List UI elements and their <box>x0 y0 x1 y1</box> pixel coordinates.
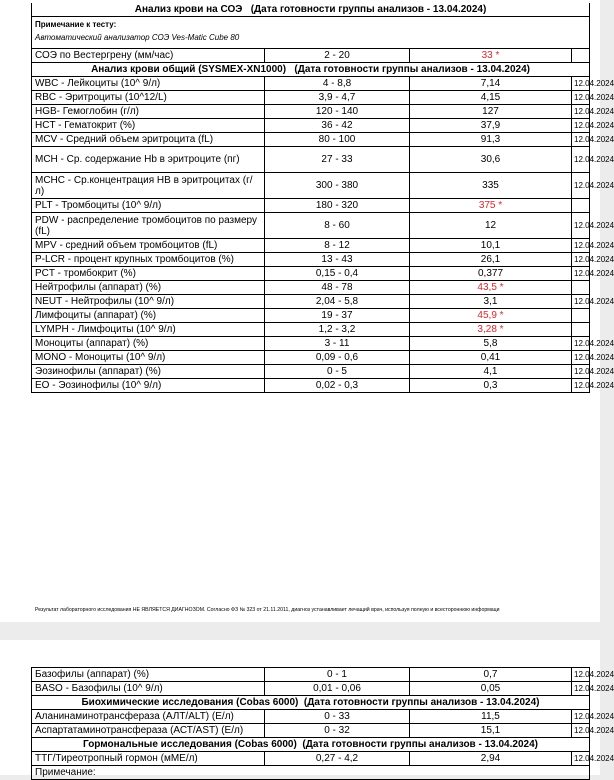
result-value: 2,94 <box>410 752 572 766</box>
test-name: Лимфоциты (аппарат) (%) <box>32 309 265 323</box>
result-date: 12.04.2024 <box>572 724 590 738</box>
result-date: 12.04.2024 <box>572 119 590 133</box>
reference-range: 0 - 1 <box>265 668 410 682</box>
result-value: 10,1 <box>410 239 572 253</box>
result-value: 7,14 <box>410 77 572 91</box>
reference-range: 180 - 320 <box>265 199 410 213</box>
reference-range: 0 - 33 <box>265 710 410 724</box>
result-value: 43,5 * <box>410 281 572 295</box>
result-row <box>32 379 590 393</box>
result-row <box>32 91 590 105</box>
result-row <box>32 253 590 267</box>
result-date <box>572 323 590 337</box>
result-date: 12.04.2024 <box>572 752 590 766</box>
disclaimer-footer: Результат лабораторного исследования НЕ ЯВЛЯЕТСЯ ДИАГНОЗОМ. Согласно ФЗ № 323 от 21.11.2011, диагноз устанавливает лечащий врач, используя полную и всестороннюю информаци <box>35 607 500 613</box>
result-value: 37,9 <box>410 119 572 133</box>
result-value: 4,1 <box>410 365 572 379</box>
test-name: LYMPH - Лимфоциты (10^ 9/л) <box>32 323 265 337</box>
reference-range: 0 - 32 <box>265 724 410 738</box>
result-value: 375 * <box>410 199 572 213</box>
result-row <box>32 724 590 738</box>
hormone-section-header-title: Гормональные исследования (Cobas 6000) <box>83 739 297 750</box>
test-name: Аспартатаминотрансфераза (АСТ/AST) (Е/л) <box>32 724 265 738</box>
hormone-section-header-readiness: (Дата готовности группы анализов - 13.04.2024) <box>302 739 538 750</box>
result-row <box>32 752 590 766</box>
result-date: 12.04.2024 <box>572 379 590 393</box>
test-name: MONO - Моноциты (10^ 9/л) <box>32 351 265 365</box>
result-row <box>32 365 590 379</box>
result-date: 12.04.2024 <box>572 253 590 267</box>
result-date: 12.04.2024 <box>572 682 590 696</box>
result-value: 0,3 <box>410 379 572 393</box>
test-name: RBC - Эритроциты (10^12/L) <box>32 91 265 105</box>
test-name: WBC - Лейкоциты (10^ 9/л) <box>32 77 265 91</box>
bio-section-header <box>32 696 590 710</box>
result-value: 12 <box>410 213 572 239</box>
result-date: 12.04.2024 <box>572 710 590 724</box>
reference-range: 1,2 - 3,2 <box>265 323 410 337</box>
reference-range: 19 - 37 <box>265 309 410 323</box>
result-row <box>32 105 590 119</box>
result-row <box>32 309 590 323</box>
reference-range: 120 - 140 <box>265 105 410 119</box>
result-date: 12.04.2024 <box>572 173 590 199</box>
result-row <box>32 77 590 91</box>
reference-range: 0 - 5 <box>265 365 410 379</box>
test-name: P-LCR - процент крупных тромбоцитов (%) <box>32 253 265 267</box>
result-value: 4,15 <box>410 91 572 105</box>
esr-section-title: Анализ крови на СОЭ <box>134 4 243 15</box>
result-date: 12.04.2024 <box>572 365 590 379</box>
test-name: MCV - Средний объем эритроцита (fL) <box>32 133 265 147</box>
cbc-section-readiness: (Дата готовности группы анализов - 13.04.2024) <box>294 64 530 75</box>
result-date <box>572 281 590 295</box>
result-date: 12.04.2024 <box>572 337 590 351</box>
note-label: Примечание: <box>32 766 590 780</box>
reference-range: 0,15 - 0,4 <box>265 267 410 281</box>
esr-note-title: Примечание к тесту: <box>35 20 117 29</box>
result-date: 12.04.2024 <box>572 77 590 91</box>
reference-range: 8 - 60 <box>265 213 410 239</box>
result-value: 5,8 <box>410 337 572 351</box>
result-row <box>32 239 590 253</box>
result-date: 12.04.2024 <box>572 147 590 173</box>
result-date: 12.04.2024 <box>572 668 590 682</box>
result-date <box>572 49 590 63</box>
result-row <box>32 147 590 173</box>
test-name: HGB- Гемоглобин (г/л) <box>32 105 265 119</box>
result-date: 12.04.2024 <box>572 213 590 239</box>
test-name: BASO - Базофилы (10^ 9/л) <box>32 682 265 696</box>
result-value: 15,1 <box>410 724 572 738</box>
result-value: 0,41 <box>410 351 572 365</box>
test-name: PLT - Тромбоциты (10^ 9/л) <box>32 199 265 213</box>
note-row <box>32 766 590 780</box>
result-value: 0,377 <box>410 267 572 281</box>
reference-range: 27 - 33 <box>265 147 410 173</box>
test-name: HCT - Гематокрит (%) <box>32 119 265 133</box>
reference-range: 2,04 - 5,8 <box>265 295 410 309</box>
result-value: 33 * <box>410 49 572 63</box>
result-value: 26,1 <box>410 253 572 267</box>
reference-range: 4 - 8,8 <box>265 77 410 91</box>
test-name: NEUT - Нейтрофилы (10^ 9/л) <box>32 295 265 309</box>
reference-range: 0,09 - 0,6 <box>265 351 410 365</box>
reference-range: 0,01 - 0,06 <box>265 682 410 696</box>
reference-range: 0,27 - 4,2 <box>265 752 410 766</box>
test-name: PCT - тромбокрит (%) <box>32 267 265 281</box>
esr-note-text: Автоматический анализатор СОЭ Ves-Matic Cube 80 <box>35 33 240 42</box>
result-date <box>572 309 590 323</box>
result-row <box>32 710 590 724</box>
result-date: 12.04.2024 <box>572 267 590 281</box>
bio-section-header-readiness: (Дата готовности группы анализов - 13.04.2024) <box>303 697 540 708</box>
result-row <box>32 213 590 239</box>
reference-range: 13 - 43 <box>265 253 410 267</box>
test-name: Нейтрофилы (аппарат) (%) <box>32 281 265 295</box>
result-row <box>32 351 590 365</box>
reference-range: 48 - 78 <box>265 281 410 295</box>
test-name: СОЭ по Вестергрену (мм/час) <box>32 49 265 63</box>
test-name: Аланинаминотрансфераза (АЛТ/ALT) (Е/л) <box>32 710 265 724</box>
result-value: 11,5 <box>410 710 572 724</box>
result-value: 0,05 <box>410 682 572 696</box>
bio-section-header-title: Биохимические исследования (Cobas 6000) <box>81 697 299 708</box>
result-value: 0,7 <box>410 668 572 682</box>
result-date: 12.04.2024 <box>572 351 590 365</box>
reference-range: 3 - 11 <box>265 337 410 351</box>
result-date: 12.04.2024 <box>572 91 590 105</box>
test-name: EO - Эозинофилы (10^ 9/л) <box>32 379 265 393</box>
result-row <box>32 337 590 351</box>
result-row <box>32 119 590 133</box>
result-row <box>32 682 590 696</box>
reference-range: 80 - 100 <box>265 133 410 147</box>
test-name: ТТГ/Тиреотропный гормон (мМЕ/л) <box>32 752 265 766</box>
result-date: 12.04.2024 <box>572 239 590 253</box>
result-row <box>32 323 590 337</box>
esr-section-header <box>32 3 590 17</box>
result-value: 3,1 <box>410 295 572 309</box>
result-value: 3,28 * <box>410 323 572 337</box>
hormone-section-header <box>32 738 590 752</box>
esr-result-row <box>32 49 590 63</box>
result-row <box>32 295 590 309</box>
results-table-page-1 <box>31 3 614 393</box>
report-page-2 <box>0 640 614 778</box>
reference-range: 2 - 20 <box>265 49 410 63</box>
test-name: MPV - средний объем тромбоцитов (fL) <box>32 239 265 253</box>
test-name: PDW - распределение тромбоцитов по размеру (fL) <box>32 213 265 239</box>
result-date: 12.04.2024 <box>572 133 590 147</box>
result-date: 12.04.2024 <box>572 295 590 309</box>
result-row <box>32 199 590 213</box>
result-row <box>32 281 590 295</box>
reference-range: 8 - 12 <box>265 239 410 253</box>
test-name: MCH - Ср. содержание Hb в эритроците (пг) <box>32 147 265 173</box>
reference-range: 0,02 - 0,3 <box>265 379 410 393</box>
result-date: 12.04.2024 <box>572 105 590 119</box>
result-row <box>32 133 590 147</box>
esr-section-readiness: (Дата готовности группы анализов - 13.04.2024) <box>250 4 487 15</box>
results-table-page-2 <box>31 667 614 780</box>
test-name: Эозинофилы (аппарат) (%) <box>32 365 265 379</box>
test-name: Моноциты (аппарат) (%) <box>32 337 265 351</box>
reference-range: 300 - 380 <box>265 173 410 199</box>
result-row <box>32 173 590 199</box>
result-value: 335 <box>410 173 572 199</box>
result-value: 91,3 <box>410 133 572 147</box>
esr-note-row <box>32 17 590 49</box>
result-row <box>32 267 590 281</box>
result-value: 127 <box>410 105 572 119</box>
test-name: Базофилы (аппарат) (%) <box>32 668 265 682</box>
result-value: 30,6 <box>410 147 572 173</box>
reference-range: 3,9 - 4,7 <box>265 91 410 105</box>
result-value: 45,9 * <box>410 309 572 323</box>
result-row <box>32 668 590 682</box>
test-name: MCHC - Ср.концентрация HB в эритроцитах (г/л) <box>32 173 265 199</box>
reference-range: 36 - 42 <box>265 119 410 133</box>
cbc-section-header <box>32 63 590 77</box>
cbc-section-title: Анализ крови общий (SYSMEX-XN1000) <box>91 64 287 75</box>
result-date <box>572 199 590 213</box>
